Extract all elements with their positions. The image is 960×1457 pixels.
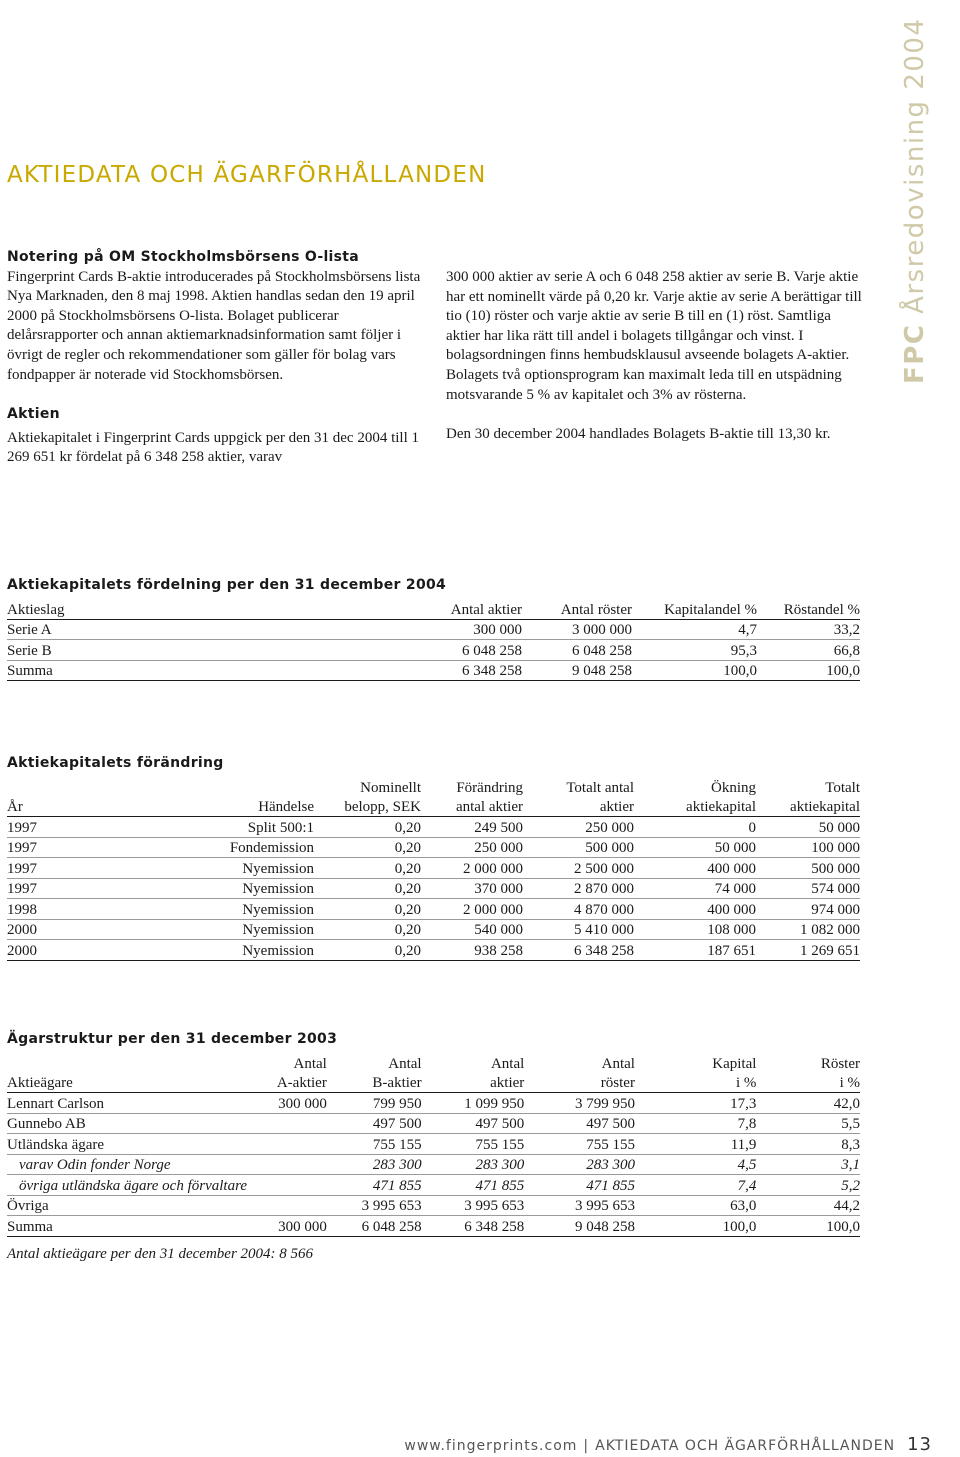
cell: 300 000: [247, 1216, 327, 1237]
col-header: [7, 777, 74, 797]
cell: 108 000: [634, 919, 756, 940]
cell: 1997: [7, 858, 74, 879]
cell: 497 500: [327, 1113, 422, 1134]
cell: 4,7: [632, 619, 757, 640]
cell: 471 855: [327, 1175, 422, 1196]
cell: 799 950: [327, 1093, 422, 1114]
cell: Summa: [7, 1216, 247, 1237]
table-agarstruktur-title: Ägarstruktur per den 31 december 2003: [7, 1031, 338, 1047]
cell: Nyemission: [74, 899, 314, 920]
cell: 7,4: [635, 1175, 756, 1196]
table-agarstruktur: [7, 1031, 860, 1237]
footer-separator: |: [583, 1438, 590, 1454]
cell: 95,3: [632, 640, 757, 661]
cell: Övriga: [7, 1195, 247, 1216]
col-header: Antal: [388, 1055, 422, 1072]
col-header: Kapital: [712, 1055, 757, 1072]
cell: 400 000: [634, 899, 756, 920]
col-header: A-aktier: [247, 1073, 327, 1093]
table-row: [7, 1093, 860, 1114]
col-header: Kapitalandel %: [632, 599, 757, 619]
cell: Lennart Carlson: [7, 1093, 247, 1114]
cell: 5,5: [756, 1113, 860, 1134]
cell: 3 995 653: [524, 1195, 635, 1216]
cell: 44,2: [756, 1195, 860, 1216]
cell: 17,3: [635, 1093, 756, 1114]
cell: 0,20: [314, 837, 421, 858]
table-row: [7, 1134, 860, 1155]
table-row: [7, 940, 860, 961]
cell: 8,3: [756, 1134, 860, 1155]
cell: 755 155: [327, 1134, 422, 1155]
cell: 3 799 950: [524, 1093, 635, 1114]
col-header: Aktieslag: [7, 599, 362, 619]
cell: 100,0: [757, 660, 860, 681]
table-row: [7, 919, 860, 940]
cell: 0,20: [314, 878, 421, 899]
cell: 0,20: [314, 899, 421, 920]
side-label-bold: FPC: [900, 323, 930, 384]
col-header: Totalt: [825, 779, 860, 796]
cell: Nyemission: [74, 919, 314, 940]
left-column: [7, 248, 422, 468]
cell: 9 048 258: [524, 1216, 635, 1237]
col-header: Antal: [601, 1055, 635, 1072]
table-row: [7, 899, 860, 920]
col-header: Förändring: [456, 779, 523, 796]
col-header: Antal aktier: [362, 599, 522, 619]
cell: 370 000: [421, 878, 523, 899]
cell: Serie A: [7, 619, 362, 640]
paragraph-kurs: Den 30 december 2004 handlades Bolagets B-aktie till 13,30 kr.: [446, 426, 831, 443]
cell: 0: [634, 817, 756, 838]
cell: 187 651: [634, 940, 756, 961]
table-row: [7, 817, 860, 838]
cell: 9 048 258: [522, 660, 632, 681]
cell: [247, 1134, 327, 1155]
cell: 74 000: [634, 878, 756, 899]
cell: 250 000: [421, 837, 523, 858]
cell: 66,8: [757, 640, 860, 661]
cell: 3,1: [756, 1154, 860, 1175]
cell: 33,2: [757, 619, 860, 640]
cell: 4,5: [635, 1154, 756, 1175]
cell: 300 000: [247, 1093, 327, 1114]
table-forandring-title: Aktiekapitalets förändring: [7, 755, 224, 771]
col-header: [74, 777, 314, 797]
cell: 938 258: [421, 940, 523, 961]
col-header: aktier: [422, 1073, 525, 1093]
cell: 3 995 653: [327, 1195, 422, 1216]
cell: 6 048 258: [522, 640, 632, 661]
col-header: Totalt antal: [566, 779, 634, 796]
cell: 500 000: [756, 858, 860, 879]
cell: 2000: [7, 919, 74, 940]
col-header: Röster: [820, 1055, 860, 1072]
table-row: [7, 837, 860, 858]
cell: 1 099 950: [422, 1093, 525, 1114]
col-header: Händelse: [74, 797, 314, 817]
cell: 50 000: [756, 817, 860, 838]
heading-notering: Notering på OM Stockholmsbörsens O-lista: [7, 249, 360, 265]
col-header: Antal röster: [522, 599, 632, 619]
cell: [247, 1113, 327, 1134]
right-column: [446, 268, 866, 445]
paragraph-aktieslag: 300 000 aktier av serie A och 6 048 258 aktier av serie B. Varje aktie har ett nominellt värde på 0,20 kr. Varje aktie av serie A berättigar till tio (10) röster och varje aktie av serie B till en (1) röst. Samtliga aktier har lika rätt till andel i bolagets tillgångar och vinst. I bolagsordningen finns hembudsklausul avseende bolagets A-aktier. Bolagets två optionsprogram kan maximalt leda till en utspädning motsvarande 5 % av kapitalet och 3% av rösterna.: [446, 269, 862, 403]
cell: Nyemission: [74, 878, 314, 899]
cell: 755 155: [422, 1134, 525, 1155]
cell: 300 000: [362, 619, 522, 640]
table-row: [7, 1154, 860, 1175]
cell: [247, 1175, 327, 1196]
cell: 497 500: [422, 1113, 525, 1134]
table-fordelning: [7, 577, 860, 681]
cell: 250 000: [523, 817, 634, 838]
cell: 283 300: [422, 1154, 525, 1175]
cell: 5 410 000: [523, 919, 634, 940]
cell: 2 000 000: [421, 899, 523, 920]
cell: Serie B: [7, 640, 362, 661]
cell: 100,0: [635, 1216, 756, 1237]
cell: 540 000: [421, 919, 523, 940]
cell: 100,0: [632, 660, 757, 681]
col-header: Antal: [490, 1055, 525, 1072]
cell: 3 995 653: [422, 1195, 525, 1216]
cell: 1997: [7, 878, 74, 899]
col-header: Antal: [293, 1055, 327, 1072]
cell: 6 048 258: [327, 1216, 422, 1237]
cell: 2 000 000: [421, 858, 523, 879]
cell: 471 855: [524, 1175, 635, 1196]
col-header: i %: [756, 1073, 860, 1093]
cell: 1997: [7, 817, 74, 838]
cell: 6 348 258: [362, 660, 522, 681]
cell: [247, 1154, 327, 1175]
footnote: Antal aktieägare per den 31 december 2004: 8 566: [7, 1246, 314, 1262]
cell: 400 000: [634, 858, 756, 879]
cell: 2000: [7, 940, 74, 961]
cell: 7,8: [635, 1113, 756, 1134]
cell: 283 300: [524, 1154, 635, 1175]
paragraph-notering: Fingerprint Cards B-aktie introducerades på Stockholmsbörsens lista Nya Marknaden, den 8 maj 1998. Aktien handlas sedan den 19 april 2000 på Stockholmsbörsens O-lista. Bolaget publicerar delårsrapporter och annan aktiemarknadsinformation samt följer i övrigt de regler och rekommendationer som gäller för bolag vars fondpapper är noterade vid Stockhomsbörsen.: [7, 268, 421, 383]
cell: 3 000 000: [522, 619, 632, 640]
side-label-rest: Årsredovisning 2004: [900, 17, 930, 314]
sum-row: [7, 1216, 860, 1237]
cell: 974 000: [756, 899, 860, 920]
cell: 1998: [7, 899, 74, 920]
page-number: 13: [907, 1434, 932, 1455]
cell: 100 000: [756, 837, 860, 858]
cell: 2 870 000: [523, 878, 634, 899]
cell: 100,0: [756, 1216, 860, 1237]
cell: övriga utländska ägare och förvaltare: [7, 1175, 247, 1196]
cell: 6 348 258: [523, 940, 634, 961]
cell: 0,20: [314, 919, 421, 940]
col-header: Nominellt: [360, 779, 421, 796]
cell: 0,20: [314, 817, 421, 838]
heading-aktien: Aktien: [7, 406, 60, 423]
cell: 574 000: [756, 878, 860, 899]
col-header: röster: [524, 1073, 635, 1093]
table-row: [7, 640, 860, 661]
col-header: antal aktier: [421, 797, 523, 817]
table-row: [7, 1175, 860, 1196]
cell: 283 300: [327, 1154, 422, 1175]
cell: 5,2: [756, 1175, 860, 1196]
table-fordelning-title: Aktiekapitalets fördelning per den 31 december 2004: [7, 577, 447, 593]
cell: 2 500 000: [523, 858, 634, 879]
cell: Summa: [7, 660, 362, 681]
cell: 0,20: [314, 858, 421, 879]
paragraph-aktien: Aktiekapitalet i Fingerprint Cards uppgick per den 31 dec 2004 till 1 269 651 kr fördelat på 6 348 258 aktier, varav: [7, 429, 419, 466]
side-label: [900, 4, 960, 384]
cell: 0,20: [314, 940, 421, 961]
col-header: Röstandel %: [757, 599, 860, 619]
col-header: i %: [635, 1073, 756, 1093]
col-header: aktiekapital: [756, 797, 860, 817]
cell: 1 269 651: [756, 940, 860, 961]
cell: Split 500:1: [74, 817, 314, 838]
cell: 1997: [7, 837, 74, 858]
page-title: AKTIEDATA OCH ÄGARFÖRHÅLLANDEN: [7, 162, 487, 189]
cell: 497 500: [524, 1113, 635, 1134]
cell: 471 855: [422, 1175, 525, 1196]
cell: 4 870 000: [523, 899, 634, 920]
cell: Nyemission: [74, 858, 314, 879]
cell: 6 348 258: [422, 1216, 525, 1237]
col-header: År: [7, 797, 74, 817]
cell: Fondemission: [74, 837, 314, 858]
col-header: aktier: [523, 797, 634, 817]
cell: 755 155: [524, 1134, 635, 1155]
col-header: Ökning: [711, 779, 756, 796]
col-header: B-aktier: [327, 1073, 422, 1093]
table-row: [7, 1113, 860, 1134]
cell: 63,0: [635, 1195, 756, 1216]
col-header: belopp, SEK: [314, 797, 421, 817]
cell: Gunnebo AB: [7, 1113, 247, 1134]
page-footer: [404, 1434, 932, 1455]
table-row: [7, 878, 860, 899]
cell: 1 082 000: [756, 919, 860, 940]
cell: 6 048 258: [362, 640, 522, 661]
cell: 11,9: [635, 1134, 756, 1155]
table-row: [7, 1195, 860, 1216]
cell: Utländska ägare: [7, 1134, 247, 1155]
col-header: Aktieägare: [7, 1073, 247, 1093]
sum-row: [7, 660, 860, 681]
table-row: [7, 858, 860, 879]
table-row: [7, 619, 860, 640]
cell: varav Odin fonder Norge: [7, 1154, 247, 1175]
table-forandring: [7, 755, 860, 961]
footer-section: AKTIEDATA OCH ÄGARFÖRHÅLLANDEN: [595, 1438, 896, 1454]
col-header: aktiekapital: [634, 797, 756, 817]
cell: 249 500: [421, 817, 523, 838]
cell: [247, 1195, 327, 1216]
footer-url[interactable]: www.fingerprints.com: [404, 1438, 578, 1454]
cell: 50 000: [634, 837, 756, 858]
cell: Nyemission: [74, 940, 314, 961]
cell: 500 000: [523, 837, 634, 858]
cell: 42,0: [756, 1093, 860, 1114]
col-header: [7, 1053, 247, 1073]
